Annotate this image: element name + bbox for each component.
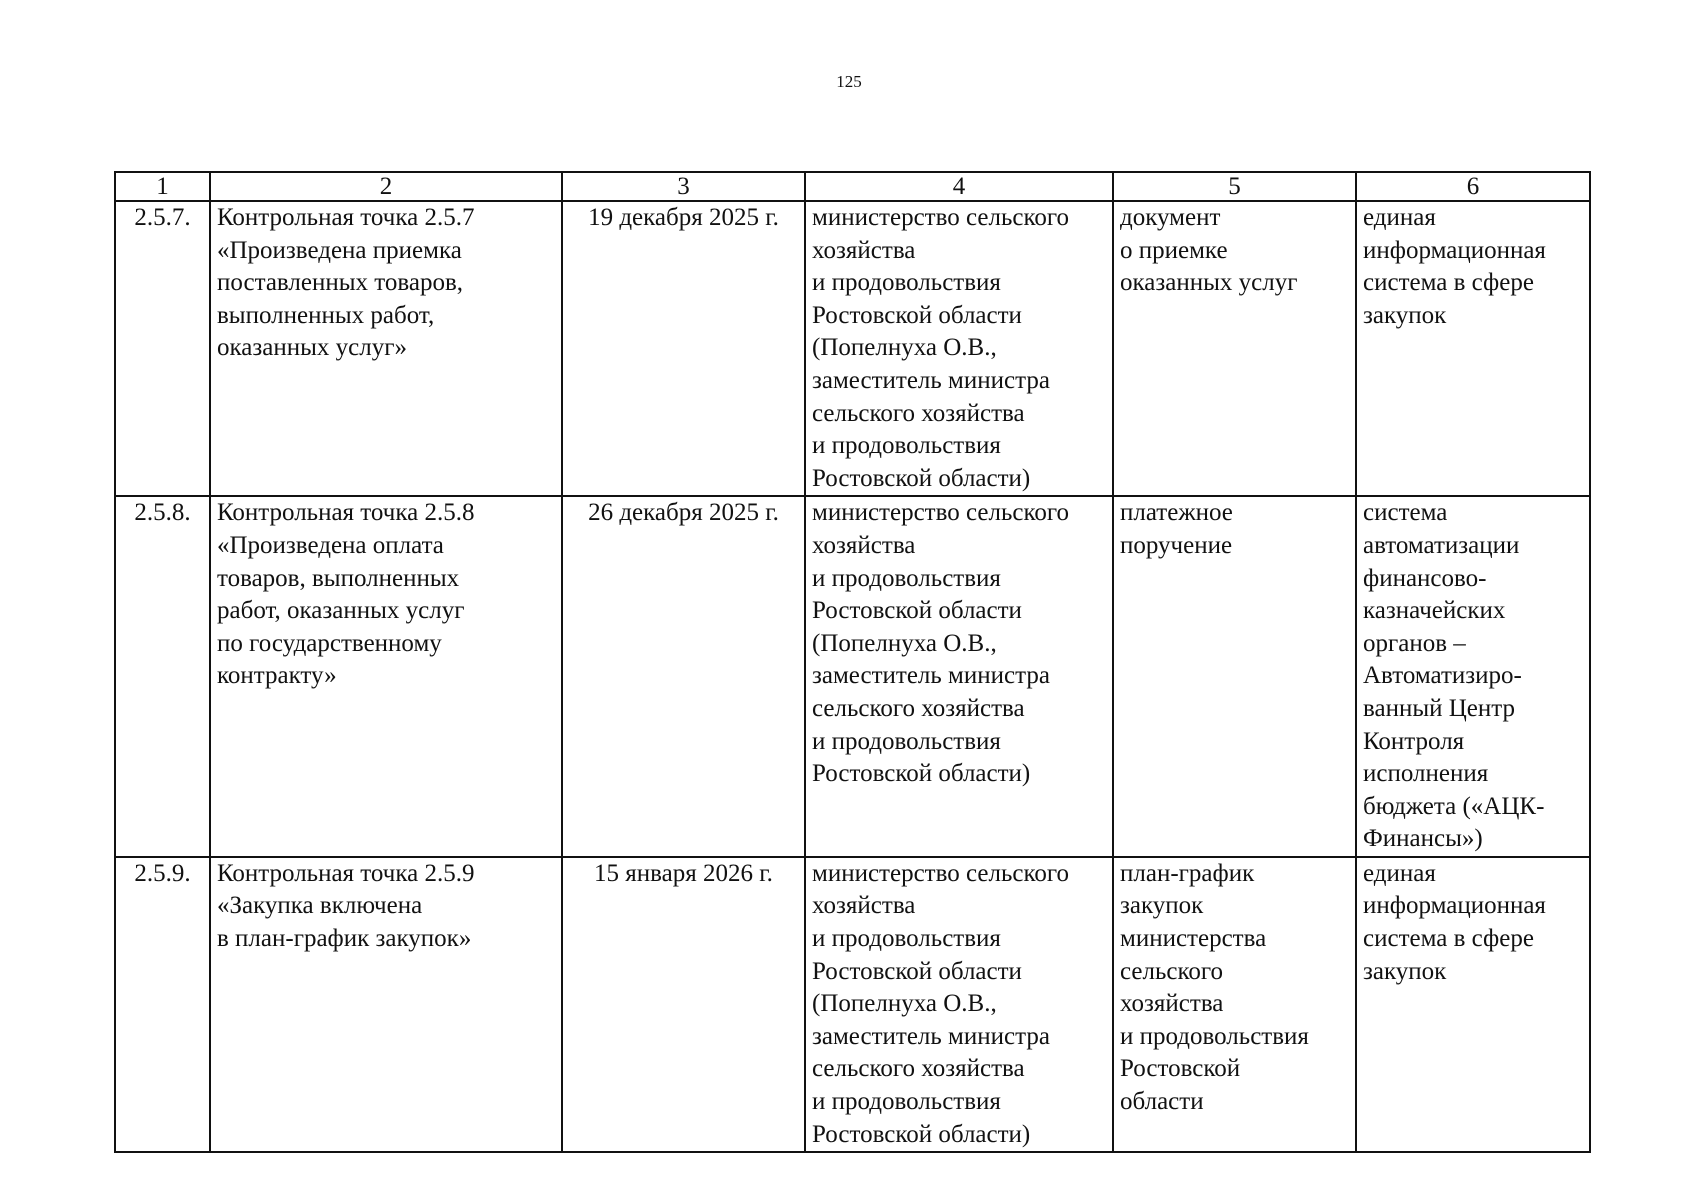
text-line: закупок	[1363, 957, 1447, 985]
text-line: выполненных работ,	[217, 301, 435, 329]
text-line: (Попелнуха О.В.,	[812, 990, 997, 1018]
result-document	[1113, 201, 1356, 496]
text-line: оказанных услуг»	[217, 334, 407, 362]
information-system	[1356, 201, 1590, 496]
text-line: и продовольствия	[1120, 1022, 1309, 1050]
text-line: Контрольная точка 2.5.9	[217, 859, 475, 887]
text-line: «Произведена оплата	[217, 531, 444, 559]
text-line: документ	[1120, 204, 1221, 231]
control-point-description	[210, 857, 562, 1152]
text-line: министерство сельского	[812, 859, 1069, 887]
text-line: платежное	[1120, 499, 1233, 527]
text-line: оказанных услуг	[1120, 269, 1298, 297]
deadline-date: 19 декабря 2025 г.	[562, 201, 805, 496]
column-header-4: 4	[805, 172, 1113, 201]
table-row	[115, 201, 1590, 496]
text-line: заместитель министра	[812, 662, 1050, 690]
text-line: (Попелнуха О.В.,	[812, 629, 997, 657]
text-line: хозяйства	[812, 892, 916, 920]
control-point-description	[210, 496, 562, 857]
column-header-6: 6	[1356, 172, 1590, 201]
text-line: и продовольствия	[812, 727, 1001, 755]
text-line: ванный Центр	[1363, 694, 1516, 722]
text-line: сельского хозяйства	[812, 694, 1025, 722]
text-line: поручение	[1120, 531, 1233, 559]
column-header-2: 2	[210, 172, 562, 201]
text-line: товаров, выполненных	[217, 564, 460, 592]
text-line: (Попелнуха О.В.,	[812, 334, 997, 362]
text-line: закупок	[1363, 301, 1447, 329]
column-header-3: 3	[562, 172, 805, 201]
table-row	[115, 496, 1590, 857]
column-header-5: 5	[1113, 172, 1356, 201]
text-line: заместитель министра	[812, 366, 1050, 394]
text-line: «Закупка включена	[217, 892, 423, 920]
result-document	[1113, 857, 1356, 1152]
information-system	[1356, 496, 1590, 857]
result-document	[1113, 496, 1356, 857]
text-line: хозяйства	[1120, 990, 1224, 1018]
text-line: Ростовской области)	[812, 464, 1031, 492]
text-line: Ростовской области)	[812, 1120, 1031, 1148]
text-line: план-график	[1120, 859, 1255, 887]
text-line: казначейских	[1363, 597, 1506, 625]
deadline-date: 26 декабря 2025 г.	[562, 496, 805, 857]
text-line: исполнения	[1363, 760, 1489, 788]
row-number: 2.5.9.	[115, 857, 210, 1152]
deadline-date: 15 января 2026 г.	[562, 857, 805, 1152]
text-line: сельского	[1120, 957, 1223, 985]
text-line: система в сфере	[1363, 269, 1534, 297]
text-line: Ростовской области)	[812, 760, 1031, 788]
text-line: единая	[1363, 859, 1436, 887]
text-line: контракту»	[217, 662, 337, 690]
text-line: информационная	[1363, 236, 1546, 264]
text-line: работ, оказанных услуг	[217, 597, 465, 625]
page-number: 125	[836, 72, 862, 91]
text-line: и продовольствия	[812, 564, 1001, 592]
text-line: о приемке	[1120, 236, 1228, 264]
responsible-executor	[805, 857, 1113, 1152]
control-point-description	[210, 201, 562, 496]
text-line: закупок	[1120, 892, 1204, 920]
text-line: Финансы»)	[1363, 825, 1483, 853]
text-line: сельского хозяйства	[812, 1055, 1025, 1083]
text-line: Автоматизиро-	[1363, 662, 1522, 690]
responsible-executor	[805, 496, 1113, 857]
text-line: Ростовской области	[812, 301, 1022, 329]
text-line: в план-график закупок»	[217, 925, 472, 953]
text-line: единая	[1363, 204, 1436, 231]
text-line: система в сфере	[1363, 925, 1534, 953]
text-line: и продовольствия	[812, 1088, 1001, 1116]
text-line: Ростовской	[1120, 1055, 1241, 1083]
row-number: 2.5.8.	[115, 496, 210, 857]
text-line: Ростовской области	[812, 597, 1022, 625]
text-line: финансово-	[1363, 564, 1487, 592]
text-line: министерства	[1120, 925, 1267, 953]
text-line: Контрольная точка 2.5.8	[217, 499, 475, 527]
text-line: Контроля	[1363, 727, 1465, 755]
text-line: система	[1363, 499, 1448, 527]
text-line: области	[1120, 1088, 1204, 1116]
text-line: автоматизации	[1363, 531, 1520, 559]
text-line: хозяйства	[812, 531, 916, 559]
text-line: и продовольствия	[812, 925, 1001, 953]
text-line: и продовольствия	[812, 269, 1001, 297]
text-line: министерство сельского	[812, 499, 1069, 527]
text-line: информационная	[1363, 892, 1546, 920]
row-number: 2.5.7.	[115, 201, 210, 496]
table-row	[115, 857, 1590, 1152]
text-line: Ростовской области	[812, 957, 1022, 985]
text-line: и продовольствия	[812, 432, 1001, 460]
column-header-1: 1	[115, 172, 210, 201]
information-system	[1356, 857, 1590, 1152]
text-line: заместитель министра	[812, 1022, 1050, 1050]
table-header-row	[115, 172, 1590, 201]
text-line: «Произведена приемка	[217, 236, 462, 264]
text-line: Контрольная точка 2.5.7	[217, 204, 475, 231]
text-line: органов –	[1363, 629, 1466, 657]
text-line: хозяйства	[812, 236, 916, 264]
text-line: сельского хозяйства	[812, 399, 1025, 427]
responsible-executor	[805, 201, 1113, 496]
text-line: поставленных товаров,	[217, 269, 463, 297]
text-line: бюджета («АЦК-	[1363, 792, 1545, 820]
control-points-table	[114, 171, 1591, 1153]
text-line: по государственному	[217, 629, 442, 657]
text-line: министерство сельского	[812, 204, 1069, 231]
